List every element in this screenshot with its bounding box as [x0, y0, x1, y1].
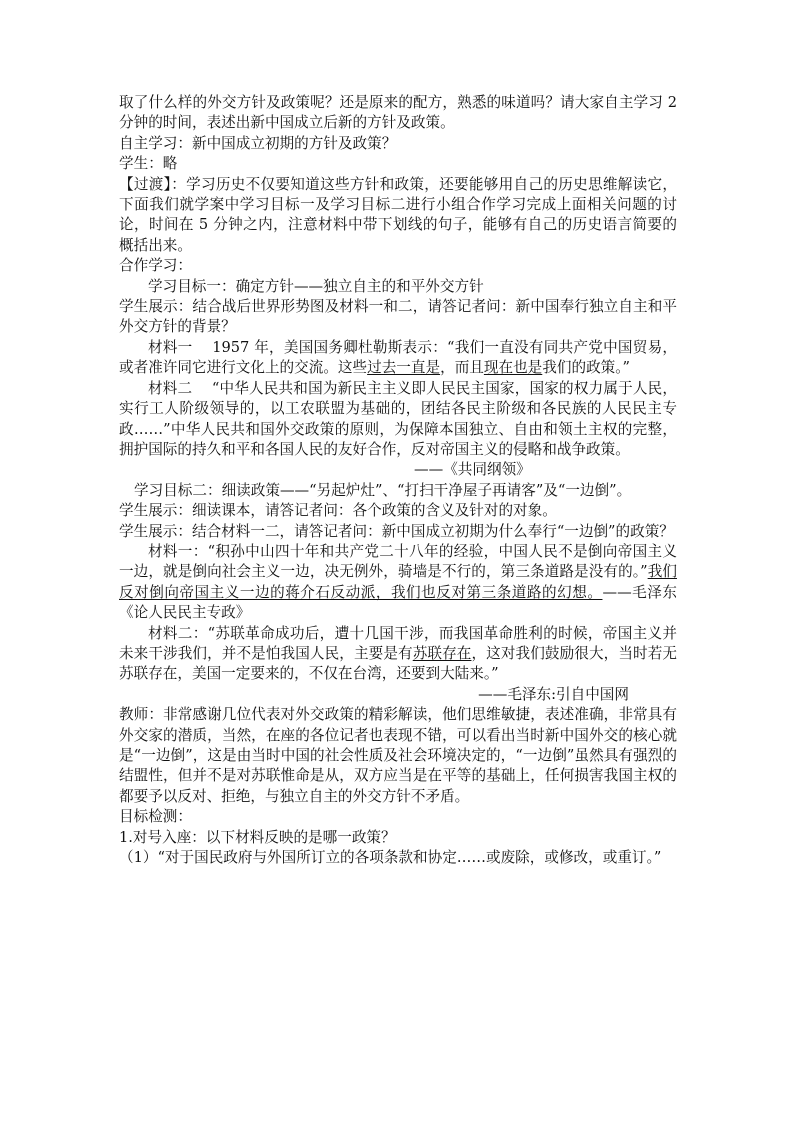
material-two-common-program: 材料二 “中华人民共和国为新民主主义即人民民主国家，国家的权力属于人民，实行工人阶级领导的，以工农联盟为基础的，团结各民主阶级和各民族的人民民主专政……”中华人民共和国外交政策的原则，为保障本国独立、自由和领土主权的完整，拥护国际的持久和平和各国人民的友好合作，反对帝国主义的侵略和战争政策。 — [119, 379, 677, 458]
underlined-phrase: 过去一直是 — [367, 359, 441, 377]
student-presentation-two: 学生展示：细读课本，请答记者问：各个政策的含义及针对的对象。 — [119, 502, 557, 520]
student-presentation-three: 学生展示：结合材料一二，请答记者问：新中国成立初期为什么奉行“一边倒”的政策？ — [119, 522, 674, 540]
underlined-phrase: 现在也是 — [483, 359, 543, 377]
self-study-question: 自主学习：新中国成立初期的方针及政策？ — [119, 134, 397, 152]
cooperative-learning-heading: 合作学习： — [119, 257, 192, 275]
transition-paragraph: 【过渡】：学习历史不仅要知道这些方针和政策，还要能够用自己的历史思维解读它，下面我们就学案中学习目标一及学习目标二进行小组合作学习完成上面相关问题的讨论，时间在 5 分钟之内，注意材料中带下划线的句子，能够有自己的历史语言简要的概括出来。 — [119, 175, 677, 254]
student-presentation-one: 学生展示：结合战后世界形势图及材料一和二，请答记者问：新中国奉行独立自主和平外交方针的背景？ — [119, 298, 677, 336]
question-one: 1.对号入座：以下材料反映的是哪一政策？ — [119, 828, 396, 846]
teacher-summary: 教师：非常感谢几位代表对外交政策的精彩解读，他们思维敏捷，表述准确，非常具有外交家的潜质，当然，在座的各位记者也表现不错，可以看出当时新中国外交的核心就是“一边倒”，这是由当时中国的社会性质及社会环境决定的，“一边倒”虽然具有强烈的结盟性，但并不是对苏联惟命是从，双方应当是在平等的基础上，任何损害我国主权的都要予以反对、拒绝，与独立自主的外交方针不矛盾。 — [119, 706, 677, 805]
source-mao-essay: ——毛泽东《论人民民主专政》 — [119, 583, 677, 622]
student-answer: 学生：略 — [119, 155, 178, 173]
material-two-mao: 材料二：“苏联革命成功后，遭十几国干涉，而我国革命胜利的时候，帝国主义并未来干涉我们，并不是怕我国人民，主要是有苏联存在，这对我们鼓励很大，当时若无苏联存在，美国一定要来的，不仅在台湾，还要到大陆来。” — [119, 624, 677, 683]
question-one-item-one: （1）“对于国民政府与外国所订立的各项条款和协定……或废除，或修改，或重订。” — [119, 849, 662, 867]
underlined-sentence: 我们反对倒向帝国主义一边的蒋介石反动派，我们也反对第三条道路的幻想。 — [119, 563, 677, 601]
document-page — [119, 93, 677, 868]
learning-goal-one: 学习目标一：确定方针——独立自主的和平外交方针 — [148, 277, 484, 295]
underlined-phrase: 苏联存在 — [412, 644, 472, 662]
goal-check-heading: 目标检测： — [119, 808, 192, 826]
source-china-net: ——毛泽东:引自中国网 — [478, 685, 629, 703]
source-common-program: ——《共同纲领》 — [414, 461, 531, 479]
material-one-dulles: 材料一 1957 年，美国国务卿杜勒斯表示：“我们一直没有同共产党中国贸易，或者准许同它进行文化上的交流。这些过去一直是，而且现在也是我们的政策。” — [119, 338, 677, 377]
paragraph-intro: 取了什么样的外交方针及政策呢？还是原来的配方，熟悉的味道吗？请大家自主学习 2 分钟的时间，表述出新中国成立后新的方针及政策。 — [119, 94, 677, 132]
learning-goal-two: 学习目标二：细读政策——“另起炉灶”、“打扫干净屋子再请客”及“一边倒”。 — [134, 481, 632, 499]
material-one-mao: 材料一：“积孙中山四十年和共产党二十八年的经验，中国人民不是倒向帝国主义一边，就是倒向社会主义一边，决无例外，骑墙是不行的，第三条道路是没有的。”我们反对倒向帝国主义一边的蒋介石反动派，我们也反对第三条道路的幻想。——毛泽东《论人民民主专政》 — [119, 542, 677, 622]
